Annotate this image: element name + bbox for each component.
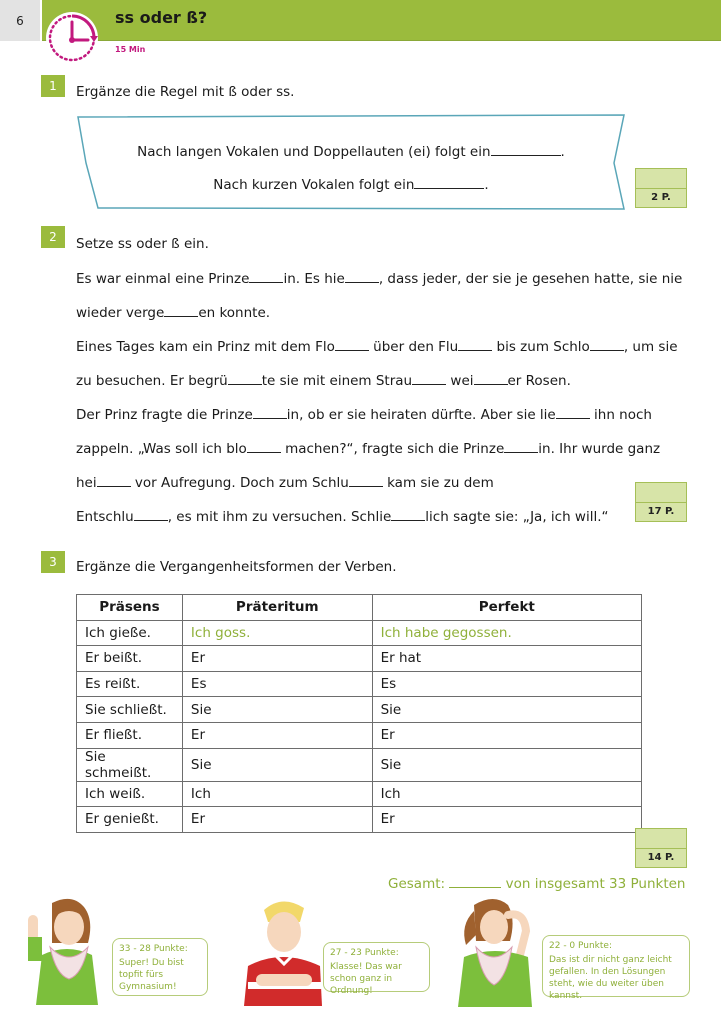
story-text: wei	[446, 373, 474, 389]
story-text: in. Ihr wurde ganz	[538, 441, 661, 457]
story-line-3	[76, 339, 678, 355]
task-number-1: 1	[41, 75, 65, 97]
table-row	[77, 748, 642, 781]
points-entry-field[interactable]	[636, 169, 686, 189]
story-text: , es mit ihm zu versuchen. Schlie	[167, 509, 392, 525]
rule-blank-1[interactable]	[491, 144, 561, 156]
story-text: in, ob er sie heiraten dürfte. Aber sie lie	[286, 407, 556, 423]
points-box-task-2	[635, 482, 687, 522]
cell-praeteritum[interactable]: Er	[182, 807, 372, 833]
cell-perfekt[interactable]: Er	[372, 722, 641, 748]
rule-box-outline	[76, 113, 628, 211]
story-line-6	[76, 441, 660, 457]
total-label: Gesamt:	[388, 876, 446, 892]
total-score-line	[388, 876, 685, 892]
cell-praeteritum[interactable]: Ich	[182, 781, 372, 807]
rule-line-1	[71, 144, 631, 160]
rule-line-2	[71, 177, 631, 193]
story-line-1	[76, 271, 682, 287]
clock-icon	[46, 12, 98, 64]
fill-blank[interactable]	[97, 475, 131, 487]
fill-blank[interactable]	[391, 509, 425, 521]
girl-thumbs-up-illustration	[22, 895, 112, 1005]
story-line-8	[76, 509, 609, 525]
story-line-7	[76, 475, 494, 491]
table-row	[77, 722, 642, 748]
cell-perfekt[interactable]: Ich	[372, 781, 641, 807]
period: .	[484, 177, 489, 193]
story-text: zu besuchen. Er begrü	[76, 373, 228, 389]
story-text: , um sie	[623, 339, 678, 355]
duration-label: 15 Min	[115, 45, 146, 54]
table-row	[77, 671, 642, 697]
feedback-bubble-1	[112, 938, 208, 996]
fill-blank[interactable]	[249, 271, 283, 283]
points-box-task-1	[635, 168, 687, 208]
cell-perfekt[interactable]: Sie	[372, 748, 641, 781]
fill-blank[interactable]	[253, 407, 287, 419]
table-header-row	[77, 595, 642, 621]
task-number-3: 3	[41, 551, 65, 573]
table-row	[77, 781, 642, 807]
task-2-instruction: Setze ss oder ß ein.	[76, 236, 209, 252]
cell-praesens: Es reißt.	[77, 671, 183, 697]
fill-blank[interactable]	[164, 305, 198, 317]
feedback-text: Das ist dir nicht ganz leicht gefallen. In den Lösungen steht, wie du weiter üben kannst.	[549, 955, 672, 1001]
cell-praesens: Er genießt.	[77, 807, 183, 833]
story-line-4	[76, 373, 571, 389]
story-text: lich sagte sie: „Ja, ich will.“	[425, 509, 609, 525]
fill-blank[interactable]	[228, 373, 262, 385]
story-line-2	[76, 305, 270, 321]
page-title: ss oder ß?	[115, 8, 208, 27]
points-entry-field[interactable]	[636, 483, 686, 503]
column-header-praesens: Präsens	[77, 595, 183, 621]
story-text: kam sie zu dem	[382, 475, 494, 491]
story-text: bis zum Schlo	[492, 339, 590, 355]
cell-perfekt[interactable]: Er	[372, 807, 641, 833]
page-number-text: 6	[16, 13, 24, 28]
column-header-praeteritum: Präteritum	[182, 595, 372, 621]
task-1-instruction: Ergänze die Regel mit ß oder ss.	[76, 84, 295, 100]
cell-perfekt-example: Ich habe gegossen.	[372, 620, 641, 646]
rule-line-1-text: Nach langen Vokalen und Doppellauten (ei) folgt ein	[137, 144, 491, 160]
girl-thinking-illustration	[450, 895, 542, 1007]
story-text: wieder verge	[76, 305, 165, 321]
feedback-range: 27 - 23 Punkte:	[330, 948, 399, 958]
story-line-5	[76, 407, 652, 423]
task-3-instruction: Ergänze die Vergangenheitsformen der Verben.	[76, 559, 397, 575]
cell-praeteritum[interactable]: Er	[182, 722, 372, 748]
story-text: machen?“, fragte sich die Prinze	[280, 441, 505, 457]
fill-blank[interactable]	[349, 475, 383, 487]
points-entry-field[interactable]	[636, 829, 686, 849]
table-row	[77, 697, 642, 723]
cell-praesens: Er beißt.	[77, 646, 183, 672]
cell-perfekt[interactable]: Es	[372, 671, 641, 697]
cell-perfekt[interactable]: Er hat	[372, 646, 641, 672]
fill-blank[interactable]	[345, 271, 379, 283]
fill-blank[interactable]	[458, 339, 492, 351]
page-number	[0, 0, 40, 41]
points-max-label: 17 P.	[647, 506, 675, 517]
story-text: Entschlu	[76, 509, 134, 525]
story-text: vor Aufregung. Doch zum Schlu	[130, 475, 349, 491]
fill-blank[interactable]	[247, 441, 281, 453]
story-text: en konnte.	[198, 305, 271, 321]
column-header-perfekt: Perfekt	[372, 595, 641, 621]
cell-praeteritum[interactable]: Sie	[182, 697, 372, 723]
fill-blank[interactable]	[504, 441, 538, 453]
story-text: Eines Tages kam ein Prinz mit dem Flo	[76, 339, 335, 355]
story-text: ihn noch	[589, 407, 652, 423]
fill-blank[interactable]	[474, 373, 508, 385]
story-text: te sie mit einem Strau	[261, 373, 413, 389]
fill-blank[interactable]	[412, 373, 446, 385]
table-row	[77, 620, 642, 646]
cell-praeteritum[interactable]: Sie	[182, 748, 372, 781]
points-box-task-3	[635, 828, 687, 868]
story-text: hei	[76, 475, 97, 491]
period: .	[560, 144, 565, 160]
cell-praeteritum-example: Ich goss.	[182, 620, 372, 646]
story-text: in. Es hie	[283, 271, 345, 287]
cell-praesens: Er fließt.	[77, 722, 183, 748]
table-row	[77, 646, 642, 672]
feedback-range: 22 - 0 Punkte:	[549, 941, 612, 951]
feedback-bubble-3	[542, 935, 690, 1001]
fill-blank[interactable]	[335, 339, 369, 351]
story-text: , dass jeder, der sie je gesehen hatte, sie nie	[378, 271, 683, 287]
cell-praesens: Ich weiß.	[77, 781, 183, 807]
story-text: über den Flu	[368, 339, 459, 355]
fill-blank[interactable]	[134, 509, 168, 521]
cell-perfekt[interactable]: Sie	[372, 697, 641, 723]
feedback-text: Klasse! Das war schon ganz in Ordnung!	[330, 962, 402, 996]
verb-table	[76, 594, 642, 833]
fill-blank[interactable]	[556, 407, 590, 419]
points-max-label: 2 P.	[651, 192, 671, 203]
story-text: zappeln. „Was soll ich blo	[76, 441, 247, 457]
cell-praeteritum[interactable]: Es	[182, 671, 372, 697]
task-number-2: 2	[41, 226, 65, 248]
boy-arms-crossed-illustration	[242, 896, 324, 1006]
story-text: Der Prinz fragte die Prinze	[76, 407, 253, 423]
rule-line-2-text: Nach kurzen Vokalen folgt ein	[213, 177, 415, 193]
total-suffix: von insgesamt 33 Punkten	[505, 876, 686, 892]
total-score-blank[interactable]	[449, 876, 501, 888]
cell-praeteritum[interactable]: Er	[182, 646, 372, 672]
points-max-label: 14 P.	[647, 852, 675, 863]
rule-blank-2[interactable]	[414, 177, 484, 189]
fill-blank[interactable]	[590, 339, 624, 351]
story-text: Es war einmal eine Prinze	[76, 271, 250, 287]
feedback-text: Super! Du bist topfit fürs Gymnasium!	[119, 958, 184, 992]
cell-praesens: Ich gieße.	[77, 620, 183, 646]
cell-praesens: Sie schließt.	[77, 697, 183, 723]
feedback-range: 33 - 28 Punkte:	[119, 944, 188, 954]
story-text: er Rosen.	[507, 373, 571, 389]
cell-praesens: Sie schmeißt.	[77, 748, 183, 781]
table-row	[77, 807, 642, 833]
feedback-bubble-2	[323, 942, 430, 996]
